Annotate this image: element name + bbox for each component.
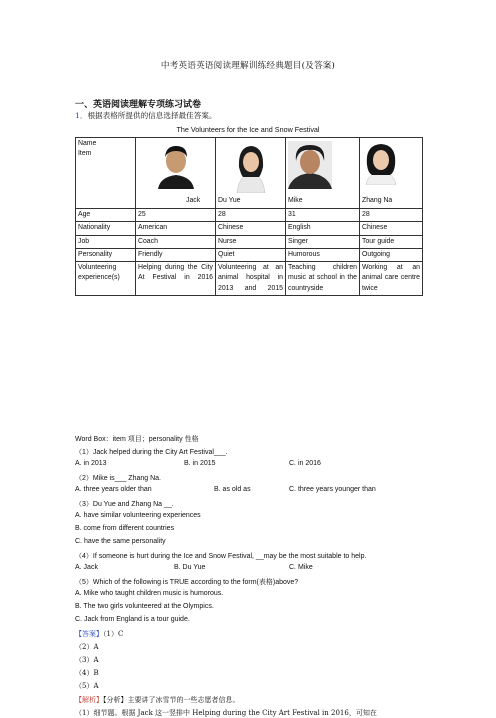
analysis-label: 【解析】	[75, 696, 103, 704]
person-name: Zhang Na	[362, 196, 393, 204]
du-yue-photo	[233, 141, 269, 193]
question-stem: （2）Mike is___ Zhang Na.	[75, 475, 161, 482]
cell-value: Friendly	[136, 248, 216, 261]
answer-item: （1）C	[103, 630, 124, 638]
option-b: B. come from different countries	[75, 525, 175, 532]
option-b: B. Du Yue	[174, 564, 206, 571]
cell-value: 31	[286, 209, 360, 222]
row-label: Age	[76, 209, 136, 222]
option-c: C. have the same personality	[75, 538, 166, 545]
cell-value: 28	[360, 209, 423, 222]
row-label: Job	[76, 235, 136, 248]
table-row-nationality	[76, 222, 423, 235]
person-cell	[136, 138, 216, 209]
table-row-age	[76, 209, 423, 222]
jack-photo	[154, 141, 198, 189]
row-label: Volunteering experience(s)	[76, 262, 136, 296]
option-a: A. three years older than	[75, 486, 152, 493]
answer-item: （2）A	[75, 643, 99, 651]
cell-value: Chinese	[216, 222, 286, 235]
word-box: Word Box：item 项目；personality 性格	[75, 436, 199, 443]
option-b: B. in 2015	[184, 460, 216, 467]
cell-value: Quiet	[216, 248, 286, 261]
zhang-na-photo	[362, 141, 400, 185]
cell-value: American	[136, 222, 216, 235]
person-cell	[216, 138, 286, 209]
cell-value: Humorous	[286, 248, 360, 261]
answer-item: （5）A	[75, 682, 99, 690]
table-row-experience	[76, 262, 423, 296]
table-row-personality	[76, 248, 423, 261]
cell-value: Singer	[286, 235, 360, 248]
question-stem: （4）If someone is hurt during the Ice and Snow Festival, __may be the most suitable to help.	[75, 553, 367, 560]
cell-value: Teaching children music at school in the countryside	[286, 262, 360, 296]
answer-item: （3）A	[75, 656, 99, 664]
person-name: Du Yue	[218, 196, 241, 204]
answer-item: （4）B	[75, 669, 99, 677]
name-label: Name	[78, 140, 97, 147]
option-a: A. in 2013	[75, 460, 107, 467]
cell-value: Chinese	[360, 222, 423, 235]
mike-photo	[288, 141, 332, 189]
option-c: C. three years younger than	[289, 486, 376, 493]
option-c: C. in 2016	[289, 460, 321, 467]
cell-value: Coach	[136, 235, 216, 248]
item-label: Item	[78, 150, 92, 158]
person-cell	[286, 138, 360, 209]
person-name: Jack	[186, 196, 201, 204]
cell-value: Working at an animal care centre twice	[360, 262, 423, 296]
option-c: C. Jack from England is a tour guide.	[75, 616, 190, 623]
option-b: B. The two girls volunteered at the Olympics.	[75, 603, 214, 610]
cell-value: Outgoing	[360, 248, 423, 261]
option-a: A. Mike who taught children music is humorous.	[75, 590, 224, 597]
table-row-job	[76, 235, 423, 248]
row-label: Nationality	[76, 222, 136, 235]
section-heading: 一、英语阅读理解专项练习试卷	[75, 100, 202, 110]
instruction-text: 根据表格所提供的信息选择最佳答案。	[87, 111, 217, 120]
option-a: A. have similar volunteering experiences	[75, 512, 201, 519]
cell-value: Helping during the City At Festival in 2016	[136, 262, 216, 296]
cell-value: Volunteering at an animal hospital in 2013 and 2015	[216, 262, 286, 296]
option-a: A. Jack	[75, 564, 98, 571]
option-b: B. as old as	[214, 486, 251, 493]
analysis-text: 【分析】主要讲了冰雪节的一些志愿者信息。	[103, 696, 240, 704]
analysis-detail: （1）细节题。根据 Jack 这一竖排中 Helping during the City Art Festival in 2016，可知在	[75, 709, 377, 717]
cell-value: 25	[136, 209, 216, 222]
person-cell	[360, 138, 423, 209]
table-row-photos	[76, 138, 423, 209]
question-stem: （1）Jack helped during the City Art Festival___.	[75, 449, 228, 456]
volunteer-table	[75, 137, 423, 296]
answer-label: 【答案】	[75, 630, 103, 638]
answer-line	[75, 629, 123, 639]
cell-value: Tour guide	[360, 235, 423, 248]
table-caption: The Volunteers for the Ice and Snow Festival	[176, 125, 320, 134]
question-number: 1．	[75, 111, 88, 120]
option-c: C. Mike	[289, 564, 313, 571]
page-title: 中考英语英语阅读理解训练经典题目(及答案)	[160, 61, 336, 71]
cell-value: 28	[216, 209, 286, 222]
cell-value: English	[286, 222, 360, 235]
question-stem: （5）Which of the following is TRUE according to the form(表格)above?	[75, 579, 299, 586]
header-corner-cell	[76, 138, 136, 209]
cell-value: Nurse	[216, 235, 286, 248]
analysis-line	[75, 695, 240, 705]
question-instruction	[75, 110, 217, 121]
person-name: Mike	[288, 196, 303, 204]
question-stem: （3）Du Yue and Zhang Na __.	[75, 501, 174, 508]
row-label: Personality	[76, 248, 136, 261]
